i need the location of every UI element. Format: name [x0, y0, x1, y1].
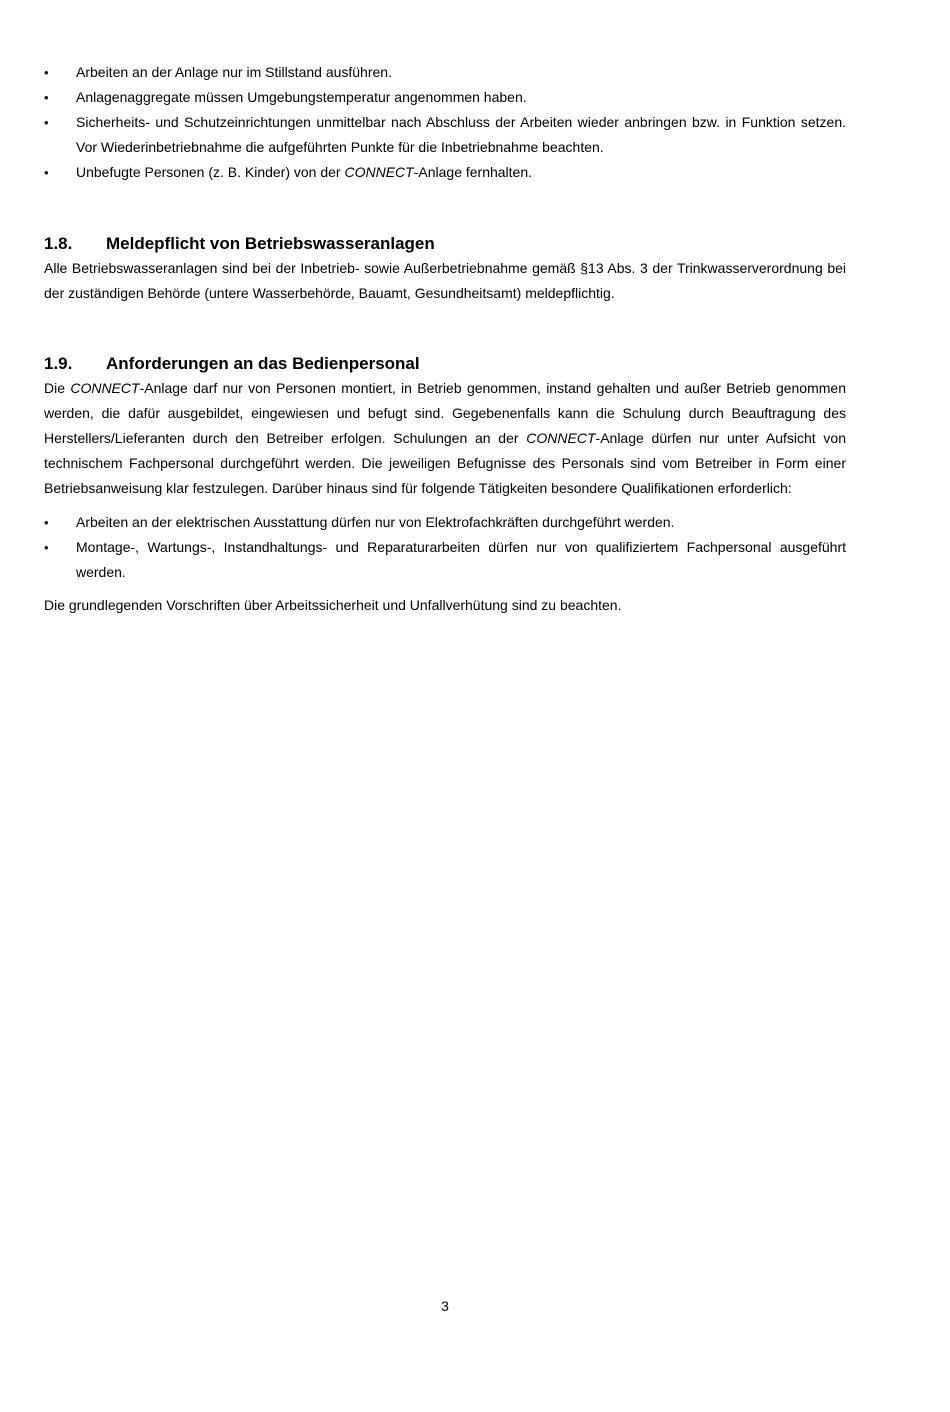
- list-item-text: Montage-, Wartungs-, Instandhaltungs- und Reparaturarbeiten dürfen nur von qualifiziertem Fachpersonal ausgeführt werden.: [76, 539, 846, 580]
- list-item: [44, 535, 846, 585]
- list-item-text: -Anlage fernhalten.: [413, 164, 533, 180]
- list-item-text: Arbeiten an der elektrischen Ausstattung dürfen nur von Elektrofachkräften durchgeführt werden.: [76, 514, 675, 530]
- section-number: 1.8.: [44, 234, 73, 253]
- brand-name: CONNECT: [70, 380, 140, 396]
- list-item: [44, 60, 846, 85]
- list-item-text: Sicherheits- und Schutzeinrichtungen unmittelbar nach Abschluss der Arbeiten wieder anbringen bzw. in Funktion setzen. Vor Wiederinbetriebnahme die aufgeführten Punkte für die Inbetriebnahme beachten.: [76, 114, 846, 155]
- section-1-9-body: [44, 376, 846, 501]
- list-item: [44, 510, 846, 535]
- list-item-text: Unbefugte Personen (z. B. Kinder) von der: [76, 164, 345, 180]
- intro-bullet-list: [44, 60, 846, 185]
- list-item: [44, 160, 846, 185]
- page-number: 3: [441, 1298, 449, 1314]
- brand-name: CONNECT: [526, 430, 596, 446]
- section-heading-1-9: [44, 352, 846, 376]
- section-1-8-body: Alle Betriebswasseranlagen sind bei der Inbetrieb- sowie Außerbetriebnahme gemäß §13 Abs. 3 der Trinkwasserverordnung bei der zuständigen Behörde (untere Wasserbehörde, Bauamt, Gesundheitsamt) meldepflichtig.: [44, 260, 846, 301]
- list-item: [44, 85, 846, 110]
- body-text: -Anlage darf nur von Personen montiert, in Betrieb genommen, instand gehalten und außer Betrieb genommen werden, die dafür ausgebildet, eingewiesen und befugt sind. Gegebenenfalls kann die Schulung durch Beauftragung des Herstellers/Lieferanten durch den Betreiber erfolgen. Schulungen an der: [44, 380, 846, 446]
- qualification-bullet-list: [44, 510, 846, 585]
- body-text: Die: [44, 380, 71, 396]
- list-item: [44, 110, 846, 160]
- body-text: -Anlage dürfen nur unter Aufsicht von technischem Fachpersonal durchgeführt werden. Die jeweiligen Befugnisse des Personals sind vom Betreiber in Form einer Betriebsanweisung klar festzulegen. Darüber hinaus sind für folgende Tätigkeiten besondere Qualifikationen erforderlich:: [44, 430, 846, 496]
- list-item-text: Anlagenaggregate müssen Umgebungstemperatur angenommen haben.: [76, 89, 527, 105]
- section-title: Meldepflicht von Betriebswasseranlagen: [106, 234, 435, 253]
- closing-paragraph: Die grundlegenden Vorschriften über Arbeitssicherheit und Unfallverhütung sind zu beachten.: [44, 597, 622, 613]
- section-heading-1-8: [44, 232, 846, 256]
- brand-name: CONNECT: [344, 164, 414, 180]
- document-page: [44, 60, 846, 618]
- list-item-text: Arbeiten an der Anlage nur im Stillstand ausführen.: [76, 64, 392, 80]
- section-title: Anforderungen an das Bedienpersonal: [106, 354, 420, 373]
- section-number: 1.9.: [44, 354, 73, 373]
